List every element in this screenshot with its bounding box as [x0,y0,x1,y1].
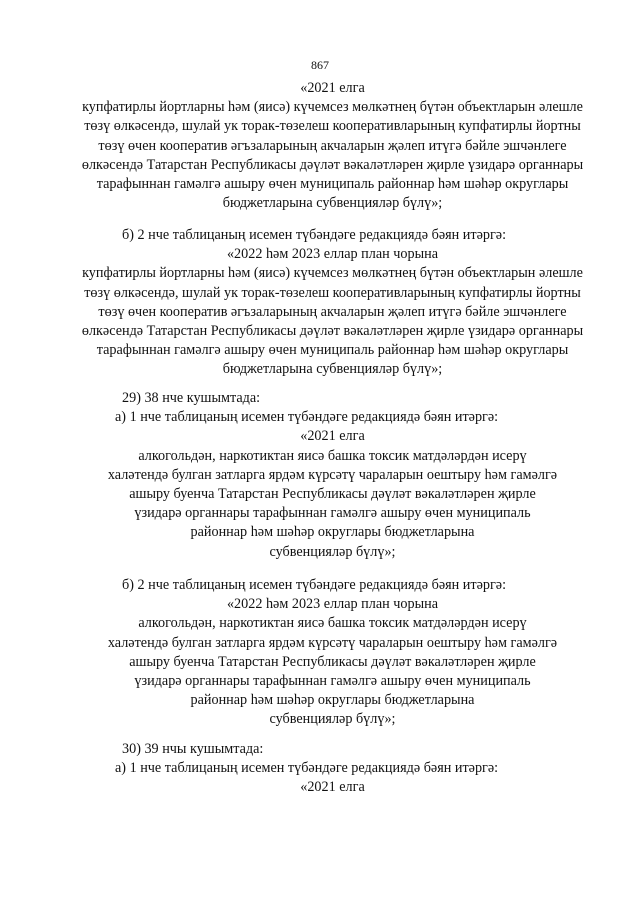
paragraph-intro: а) 1 нче таблицаның исемен түбәндәге редакциядә бәян итәргә: [115,409,499,426]
title-line: тарафыннан гамәлгә ашыру өчен муниципаль районнар һәм шәһәр округлары [96,175,569,192]
title-line: субвенцияләр бүлү»; [269,543,396,560]
title-line: бюджетларына субвенцияләр бүлү»; [222,361,443,378]
item-heading: 29) 38 нче кушымтада: [122,390,261,406]
title-line: купфатирлы йортларны һәм (яисә) күчемсез мөлкәтнең бүтән объектларын әлешле [82,265,583,282]
title-line: халәтендә булган затларга ярдәм күрсәтү чараларын оештыру һәм гамәлгә [107,466,558,483]
title-line: үзидарә органнары тарафыннан гамәлгә ашыру өчен муниципаль [134,505,531,522]
title-line: «2021 елга [300,80,365,96]
title-line: төзү өчен кооператив әгъзаларының акчаларын җәлеп итүгә бәйле эшчәнлеге [98,137,567,154]
item-29 [70,389,595,562]
title-line: ашыру буенча Татарстан Республикасы дәүләт вәкаләтләрен җирле [129,485,536,502]
title-line: районнар һәм шәһәр округлары бюджетларына [190,524,475,541]
title-line: ашыру буенча Татарстан Республикасы дәүләт вәкаләтләрен җирле [129,653,536,670]
title-line: өлкәсендә Татарстан Республикасы дәүләт вәкаләтләрен җирле үзидарә органнары [81,156,584,173]
title-line: төзү өлкәсендә, шулай ук торак-төзелеш кооперативларының купфатирлы йортны [84,284,581,301]
paragraph-intro: б) 2 нче таблицаның исемен түбәндәге редакциядә бәян итәргә: [122,227,507,243]
title-line: өлкәсендә Татарстан Республикасы дәүләт вәкаләтләрен җирле үзидарә органнары [81,322,584,339]
title-line: үзидарә органнары тарафыннан гамәлгә ашыру өчен муниципаль [134,672,531,689]
section-b [70,226,595,380]
page-number: 867 [311,58,329,72]
title-line: субвенцияләр бүлү»; [269,711,396,728]
title-line: «2022 һәм 2023 еллар план чорына [226,246,439,263]
title-line: «2022 һәм 2023 еллар план чорына [226,596,439,613]
item-30 [70,740,595,798]
paragraph-intro: б) 2 нче таблицаның исемен түбәндәге редакциядә бәян итәргә: [122,577,507,593]
item-29-b [70,576,595,730]
paragraph-intro: а) 1 нче таблицаның исемен түбәндәге редакциядә бәян итәргә: [115,760,499,777]
title-line: төзү өлкәсендә, шулай ук торак-төзелеш кооперативларының купфатирлы йортны [84,118,581,135]
title-line: алкогольдән, наркотиктан яисә башка токсик матдәләрдән исерү [138,615,527,632]
title-line: төзү өчен кооператив әгъзаларының акчаларын җәлеп итүгә бәйле эшчәнлеге [98,303,567,320]
title-line: «2021 елга [300,779,365,796]
title-line: бюджетларына субвенцияләр бүлү»; [222,195,443,212]
title-line: «2021 елга [300,428,365,445]
title-line: тарафыннан гамәлгә ашыру өчен муниципаль районнар һәм шәһәр округлары [96,342,569,359]
item-heading: 30) 39 нчы кушымтада: [122,741,264,757]
section-a-title [70,79,595,213]
title-line: алкогольдән, наркотиктан яисә башка токсик матдәләрдән исерү [138,447,527,464]
title-line: районнар һәм шәһәр округлары бюджетларына [190,692,475,709]
title-line: халәтендә булган затларга ярдәм күрсәтү чараларын оештыру һәм гамәлгә [107,634,558,651]
title-line: купфатирлы йортларны һәм (яисә) күчемсез мөлкәтнең бүтән объектларын әлешле [82,99,583,116]
